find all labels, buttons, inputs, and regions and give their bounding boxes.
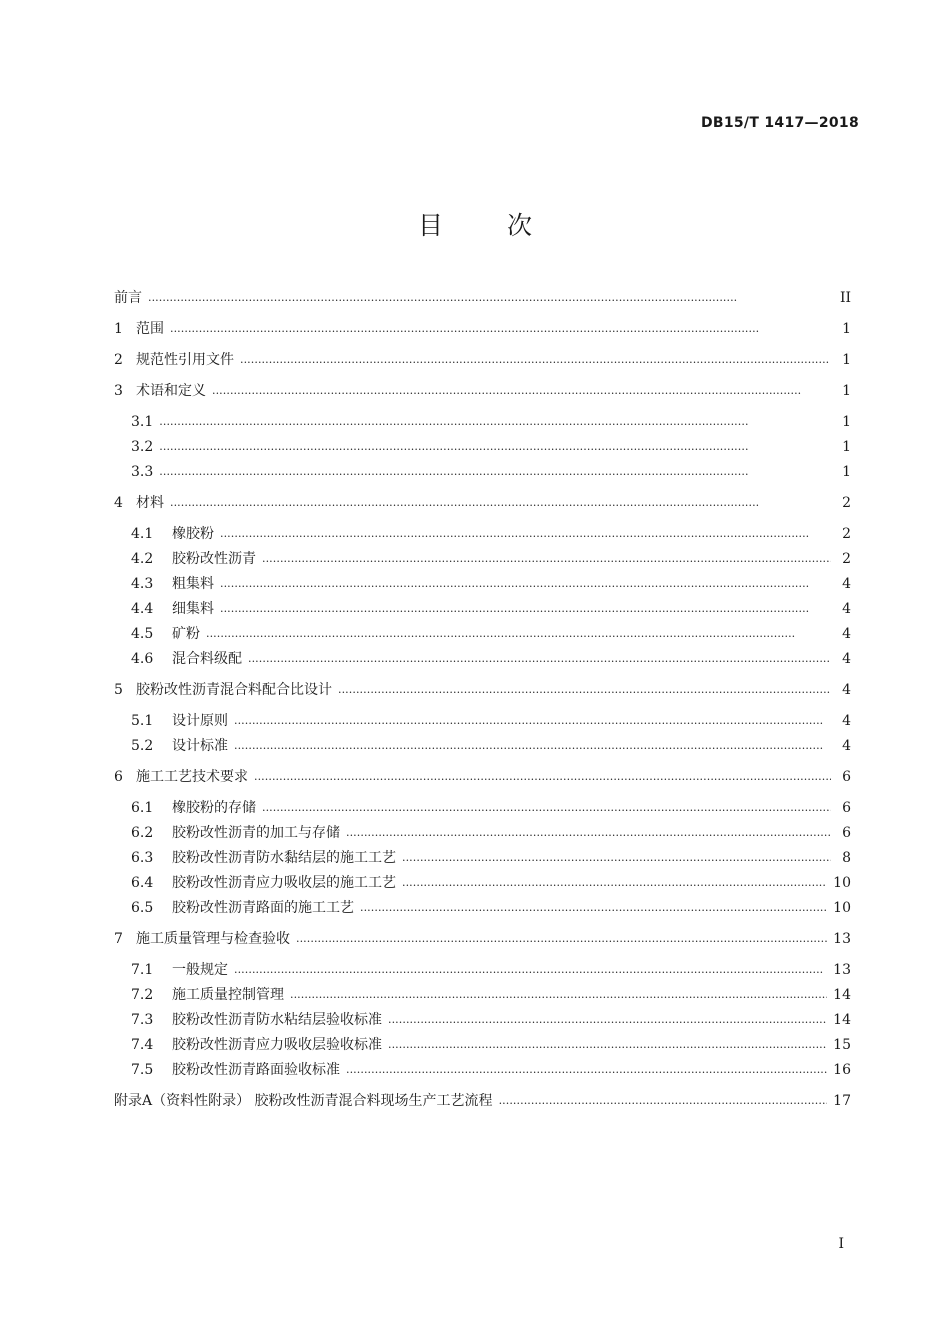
toc-entry-label: 前言 — [114, 290, 142, 306]
toc-entry-page: 10 — [833, 875, 851, 891]
toc-entry-label: 设计标准 — [172, 738, 228, 754]
toc-entry-page: 2 — [842, 526, 851, 542]
toc-leader-dots — [240, 350, 831, 370]
toc-leader-dots — [148, 288, 831, 308]
toc-entry-page: 1 — [842, 321, 851, 337]
toc-entry[interactable] — [131, 873, 851, 893]
toc-entry-label: 胶粉改性沥青路面验收标准 — [172, 1062, 340, 1078]
toc-entry-number: 7.4 — [131, 1037, 154, 1053]
toc-entry[interactable] — [131, 985, 851, 1005]
toc-entry-page: 4 — [842, 576, 851, 592]
toc-entry-page: 17 — [833, 1093, 851, 1109]
toc-entry-page: 14 — [833, 987, 851, 1003]
toc-entry-page: 8 — [842, 850, 851, 866]
toc-entry-number: 6.1 — [131, 800, 154, 816]
toc-entry-label: 材料 — [136, 495, 164, 511]
toc-entry-label: 胶粉改性沥青应力吸收层的施工工艺 — [172, 875, 396, 891]
document-code: DB15/T 1417—2018 — [700, 115, 859, 131]
toc-leader-dots — [159, 437, 831, 457]
toc-entry[interactable] — [114, 767, 851, 787]
toc-leader-dots — [220, 524, 831, 544]
toc-entry[interactable] — [131, 462, 851, 482]
toc-entry-page: 4 — [842, 682, 851, 698]
toc-entry-page: 15 — [833, 1037, 851, 1053]
toc-entry-number: 2 — [114, 352, 123, 368]
toc-leader-dots — [388, 1035, 827, 1055]
toc-entry[interactable] — [131, 412, 851, 432]
toc-entry-page: 2 — [842, 495, 851, 511]
toc-entry-number: 3 — [114, 383, 123, 399]
toc-entry-number: 4.3 — [131, 576, 154, 592]
toc-entry-number: 6.2 — [131, 825, 154, 841]
toc-entry[interactable] — [131, 711, 851, 731]
toc-entry-label: 矿粉 — [172, 626, 200, 642]
toc-entry-page: 1 — [842, 464, 851, 480]
toc-entry[interactable] — [114, 680, 851, 700]
toc-entry-page: 4 — [842, 651, 851, 667]
toc-leader-dots — [159, 462, 831, 482]
toc-entry-page: 6 — [842, 825, 851, 841]
toc-entry-page: 4 — [842, 601, 851, 617]
toc-entry-label: 施工工艺技术要求 — [136, 769, 248, 785]
toc-entry-label: 橡胶粉的存储 — [172, 800, 256, 816]
toc-entry-page: 4 — [842, 626, 851, 642]
toc-entry-label: 混合料级配 — [172, 651, 242, 667]
toc-entry[interactable] — [131, 624, 851, 644]
toc-entry-page: 4 — [842, 738, 851, 754]
toc-leader-dots — [346, 823, 831, 843]
toc-entry-label: 施工质量控制管理 — [172, 987, 284, 1003]
toc-entry[interactable] — [114, 288, 851, 308]
toc-entry-number: 6.3 — [131, 850, 154, 866]
toc-entry-page: 10 — [833, 900, 851, 916]
toc-entry-label: 规范性引用文件 — [136, 352, 234, 368]
toc-leader-dots — [220, 574, 831, 594]
toc-entry[interactable] — [131, 1035, 851, 1055]
toc-entry-number: 4.4 — [131, 601, 154, 617]
toc-leader-dots — [212, 381, 831, 401]
toc-entry[interactable] — [114, 929, 851, 949]
toc-leader-dots — [499, 1091, 828, 1111]
toc-entry-label: 胶粉改性沥青混合料配合比设计 — [136, 682, 332, 698]
toc-leader-dots — [170, 319, 831, 339]
toc-entry-number: 5.1 — [131, 713, 154, 729]
toc-entry-number: 7.2 — [131, 987, 154, 1003]
toc-entry-label: 细集料 — [172, 601, 214, 617]
toc-leader-dots — [360, 898, 827, 918]
toc-entry[interactable] — [131, 1060, 851, 1080]
toc-entry-page: 1 — [842, 439, 851, 455]
toc-entry[interactable] — [131, 549, 851, 569]
toc-entry[interactable] — [131, 437, 851, 457]
toc-entry-number: 6.4 — [131, 875, 154, 891]
toc-entry-number: 6 — [114, 769, 123, 785]
toc-entry-page: 6 — [842, 769, 851, 785]
toc-entry[interactable] — [131, 736, 851, 756]
toc-entry-label: 施工质量管理与检查验收 — [136, 931, 290, 947]
toc-entry-label: 橡胶粉 — [172, 526, 214, 542]
toc-entry-label: 胶粉改性沥青防水粘结层验收标准 — [172, 1012, 382, 1028]
toc-title: 目 次 — [418, 211, 560, 240]
toc-leader-dots — [290, 985, 827, 1005]
toc-leader-dots — [338, 680, 831, 700]
toc-leader-dots — [296, 929, 827, 949]
toc-leader-dots — [248, 649, 831, 669]
toc-entry-page: 14 — [833, 1012, 851, 1028]
toc-entry[interactable] — [114, 1091, 851, 1111]
toc-entry-number: 7 — [114, 931, 123, 947]
toc-entry-page: 1 — [842, 352, 851, 368]
toc-entry-page: 16 — [833, 1062, 851, 1078]
toc-leader-dots — [234, 736, 831, 756]
toc-entry-number: 4.5 — [131, 626, 154, 642]
toc-entry-label: 术语和定义 — [136, 383, 206, 399]
toc-entry-page: 6 — [842, 800, 851, 816]
toc-entry[interactable] — [131, 823, 851, 843]
toc-entry-page: II — [839, 290, 851, 306]
toc-entry-number: 1 — [114, 321, 123, 337]
toc-entry[interactable] — [131, 848, 851, 868]
toc-leader-dots — [234, 711, 831, 731]
toc-entry-label: 胶粉改性沥青防水黏结层的施工工艺 — [172, 850, 396, 866]
toc-entry-page: 1 — [842, 414, 851, 430]
toc-leader-dots — [262, 798, 831, 818]
toc-entry-label: 设计原则 — [172, 713, 228, 729]
toc-entry[interactable] — [131, 574, 851, 594]
toc-entry-page: 4 — [842, 713, 851, 729]
toc-entry[interactable] — [131, 798, 851, 818]
toc-leader-dots — [159, 412, 831, 432]
toc-leader-dots — [234, 960, 827, 980]
toc-leader-dots — [206, 624, 831, 644]
toc-entry-page: 2 — [842, 551, 851, 567]
toc-entry-number: 3.2 — [131, 439, 154, 455]
toc-leader-dots — [254, 767, 831, 787]
toc-leader-dots — [220, 599, 831, 619]
toc-entry[interactable] — [114, 381, 851, 401]
toc-entry-page: 13 — [833, 931, 851, 947]
toc-entry-page: 1 — [842, 383, 851, 399]
toc-entry-number: 3.3 — [131, 464, 154, 480]
toc-entry-label: 胶粉改性沥青 — [172, 551, 256, 567]
toc-leader-dots — [388, 1010, 827, 1030]
toc-entry[interactable] — [131, 898, 851, 918]
toc-entry-label: 范围 — [136, 321, 164, 337]
toc-entry-number: 4.1 — [131, 526, 154, 542]
toc-entry-label: 胶粉改性沥青应力吸收层验收标准 — [172, 1037, 382, 1053]
toc-leader-dots — [262, 549, 831, 569]
toc-leader-dots — [170, 493, 831, 513]
toc-entry-number: 4.6 — [131, 651, 154, 667]
toc-entry[interactable] — [114, 319, 851, 339]
toc-entry-number: 7.5 — [131, 1062, 154, 1078]
toc-entry-label: 附录A（资料性附录） 胶粉改性沥青混合料现场生产工艺流程 — [114, 1093, 493, 1109]
toc-leader-dots — [402, 848, 831, 868]
page-number: I — [838, 1236, 844, 1252]
toc-entry[interactable] — [131, 649, 851, 669]
toc-entry-label: 一般规定 — [172, 962, 228, 978]
toc-entry-number: 3.1 — [131, 414, 154, 430]
toc-entry-label: 胶粉改性沥青的加工与存储 — [172, 825, 340, 841]
toc-entry[interactable] — [114, 350, 851, 370]
toc-leader-dots — [402, 873, 827, 893]
toc-entry-number: 4.2 — [131, 551, 154, 567]
toc-entry-number: 4 — [114, 495, 123, 511]
toc-leader-dots — [346, 1060, 827, 1080]
toc-entry-label: 胶粉改性沥青路面的施工工艺 — [172, 900, 354, 916]
toc-entry-number: 6.5 — [131, 900, 154, 916]
toc-entry[interactable] — [131, 1010, 851, 1030]
toc-entry-label: 粗集料 — [172, 576, 214, 592]
toc-entry-number: 5.2 — [131, 738, 154, 754]
toc-entry[interactable] — [131, 524, 851, 544]
toc-entry-number: 7.1 — [131, 962, 154, 978]
toc-entry[interactable] — [131, 960, 851, 980]
toc-entry[interactable] — [131, 599, 851, 619]
toc-entry[interactable] — [114, 493, 851, 513]
toc-entry-number: 7.3 — [131, 1012, 154, 1028]
toc-entry-number: 5 — [114, 682, 123, 698]
toc-entry-page: 13 — [833, 962, 851, 978]
